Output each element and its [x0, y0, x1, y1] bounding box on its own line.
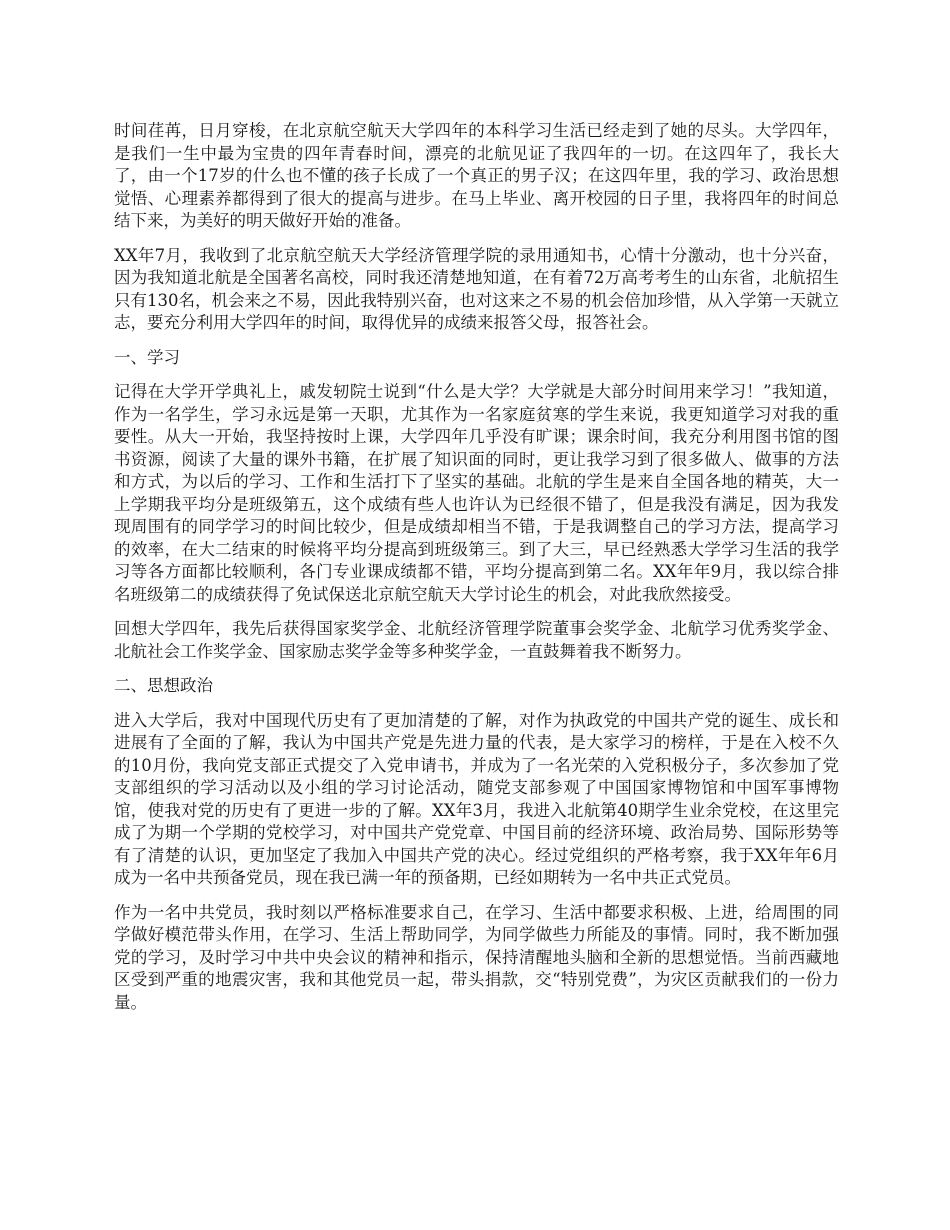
- paragraph-intro: 时间荏苒，日月穿梭，在北京航空航天大学四年的本科学习生活已经走到了她的尽头。大学四年，是我们一生中最为宝贵的四年青春时间，漂亮的北航见证了我四年的一切。在这四年了，我长大了，由一个17岁的什么也不懂的孩子长成了一个真正的男子汉；在这四年里，我的学习、政治思想觉悟、心理素养都得到了很大的提高与进步。在马上毕业、离开校园的日子里，我将四年的时间总结下来，为美好的明天做好开始的准备。: [114, 121, 839, 230]
- section-heading-politics: 二、思想政治: [114, 676, 213, 695]
- paragraph-scholarships: 回想大学四年，我先后获得国家奖学金、北航经济管理学院董事会奖学金、北航学习优秀奖学金、北航社会工作奖学金、国家励志奖学金等多种奖学金，一直鼓舞着我不断努力。: [114, 619, 839, 661]
- section-heading-study: 一、学习: [114, 347, 180, 367]
- paragraph-party-member: 作为一名中共党员，我时刻以严格标准要求自己，在学习、生活中都要求积极、上进，给周围的同学做好模范带头作用，在学习、生活上帮助同学，为同学做些力所能及的事情。同时，我不断加强党的学习，及时学习中共中央会议的精神和指示，保持清醒地头脑和全新的思想觉悟。当前西藏地区受到严重的地震灾害，我和其他党员一起，带头捐款，交“特别党费”，为灾区贡献我们的一份力量。: [114, 902, 839, 1012]
- paragraph-admission: XX年7月，我收到了北京航空航天大学经济管理学院的录用通知书，心情十分激动，也十分兴奋，因为我知道北航是全国著名高校，同时我还清楚地知道，在有着72万高考考生的山东省，北航招生只有130名，机会来之不易，因此我特别兴奋，也对这来之不易的机会倍加珍惜，从入学第一天就立志，要充分利用大学四年的时间，取得优异的成绩来报答父母，报答社会。: [114, 245, 839, 332]
- paragraph-politics: 进入大学后，我对中国现代历史有了更加清楚的了解，对作为执政党的中国共产党的诞生、成长和进展有了全面的了解，我认为中国共产党是先进力量的代表，是大家学习的榜样，于是在入校不久的10月份，我向党支部正式提交了入党申请书，并成为了一名光荣的入党积极分子，多次参加了党支部组织的学习活动以及小组的学习讨论活动，随党支部参观了中国国家博物馆和中国军事博物馆，使我对党的历史有了更进一步的了解。XX年3月，我进入北航第40期学生业余党校，在这里完成了为期一个学期的党校学习，对中国共产党党章、中国目前的经济环境、政治局势、国际形势等有了清楚的认识，更加坚定了我加入中国共产党的决心。经过党组织的严格考察，我于XX年年6月成为一名中共预备党员，现在我已满一年的预备期，已经如期转为一名中共正式党员。: [114, 710, 839, 887]
- paragraph-study: 记得在大学开学典礼上，戚发轫院士说到“什么是大学？大学就是大部分时间用来学习！”我知道，作为一名学生，学习永远是第一天职，尤其作为一名家庭贫寒的学生来说，我更知道学习对我的重要性。从大一开始，我坚持按时上课，大学四年几乎没有旷课；课余时间，我充分利用图书馆的图书资源，阅读了大量的课外书籍，在扩展了知识面的同时，更让我学习到了很多做人、做事的方法和方式，为以后的学习、工作和生活打下了坚实的基础。北航的学生是来自全国各地的精英，大一上学期我平均分是班级第五，这个成绩有些人也许认为已经很不错了，但是我没有满足，因为我发现周围有的同学学习的时间比较少，但是成绩却相当不错，于是我调整自己的学习方法，提高学习的效率，在大二结束的时候将平均分提高到班级第三。到了大三，早已经熟悉大学学习生活的我学习等各方面都比较顺利，各门专业课成绩都不错，平均分提高到第二名。XX年年9月，我以综合排名班级第二的成绩获得了免试保送北京航空航天大学讨论生的机会，对此我欣然接受。: [114, 382, 839, 604]
- document-body: [114, 120, 839, 1026]
